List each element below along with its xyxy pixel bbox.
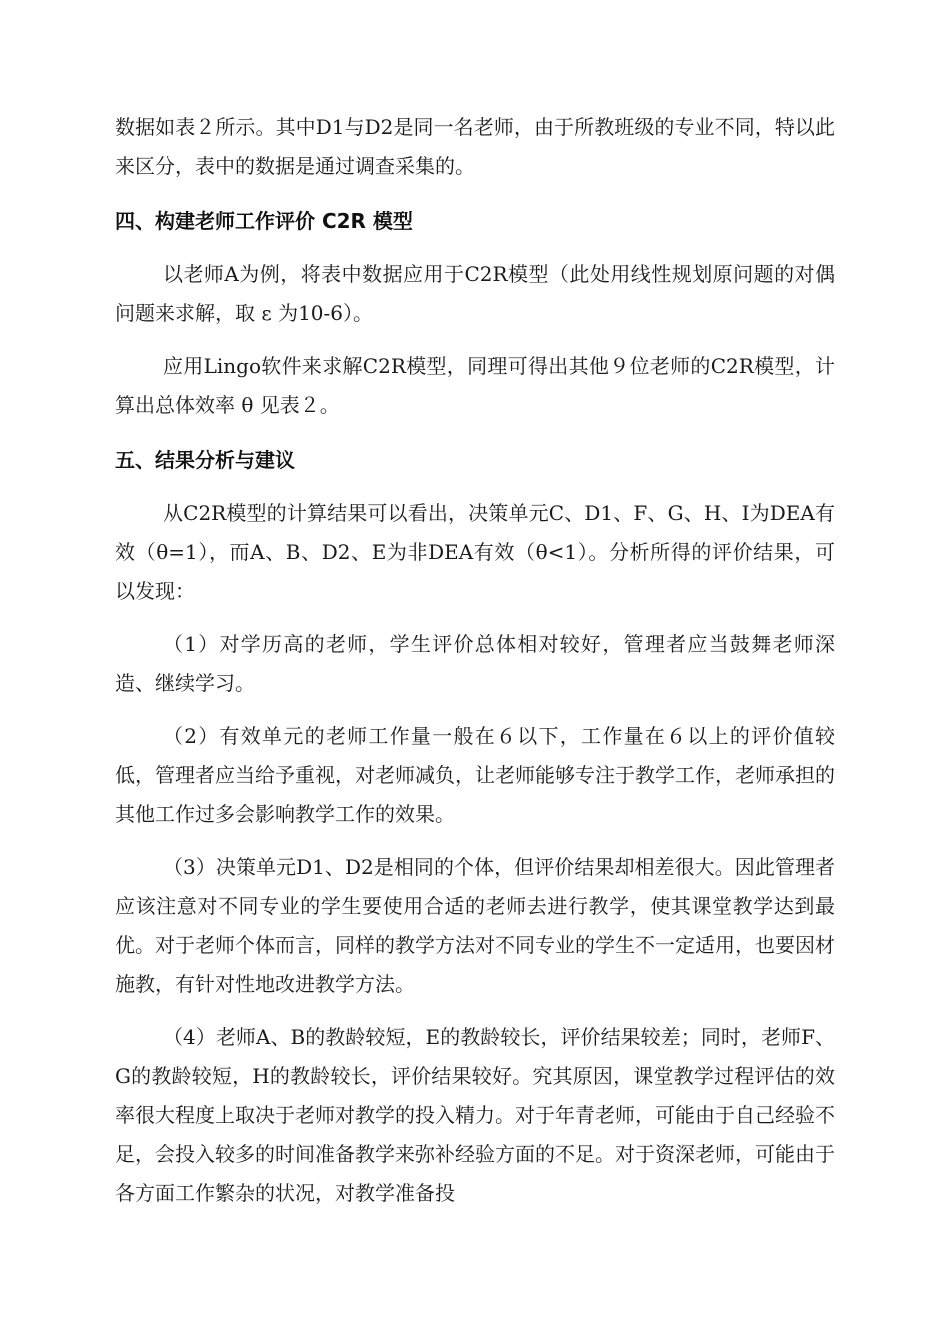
paragraph-results-overview: 从C2R模型的计算结果可以看出，决策单元C、D1、F、G、H、I为DEA有效（θ=1），而A、B、D2、E为非DEA有效（θ<1）。分析所得的评价结果，可以发现： <box>115 501 835 603</box>
paragraph-point-2: （2）有效单元的老师工作量一般在６以下，工作量在６以上的评价值较低，管理者应当给予重视，对老师减负，让老师能够专注于教学工作，老师承担的其他工作过多会影响教学工作的效果。 <box>115 724 835 826</box>
paragraph-point-1: （1）对学历高的老师，学生评价总体相对较好，管理者应当鼓舞老师深造、继续学习。 <box>115 632 835 695</box>
section-heading-model: 四、构建老师工作评价 C2R 模型 <box>115 209 413 233</box>
document-body <box>115 108 835 1213</box>
paragraph-point-3: （3）决策单元D1、D2是相同的个体，但评价结果却相差很大。因此管理者应该注意对不同专业的学生要使用合适的老师去进行教学，使其课堂教学达到最优。对于老师个体而言，同样的教学方法对不同专业的学生不一定适用，也要因材施教，有针对性地改进教学方法。 <box>115 855 835 996</box>
paragraph-table-intro: 数据如表２所示。其中D1与D2是同一名老师，由于所教班级的专业不同，特以此来区分，表中的数据是通过调查采集的。 <box>115 115 835 178</box>
section-heading-analysis: 五、结果分析与建议 <box>115 448 295 472</box>
paragraph-teacher-a-example: 以老师A为例，将表中数据应用于C2R模型（此处用线性规划原问题的对偶问题来求解，取 ε 为10-6）。 <box>115 262 835 325</box>
paragraph-point-4: （4）老师A、B的教龄较短，E的教龄较长，评价结果较差；同时，老师F、G的教龄较短，H的教龄较长，评价结果较好。究其原因，课堂教学过程评估的效率很大程度上取决于老师对教学的投入精力。对于年青老师，可能由于自己经验不足，会投入较多的时间准备教学来弥补经验方面的不足。对于资深老师，可能由于各方面工作繁杂的状况，对教学准备投 <box>115 1025 835 1205</box>
paragraph-lingo-solution: 应用Lingo软件来求解C2R模型，同理可得出其他９位老师的C2R模型，计算出总体效率 θ 见表２。 <box>115 354 835 417</box>
